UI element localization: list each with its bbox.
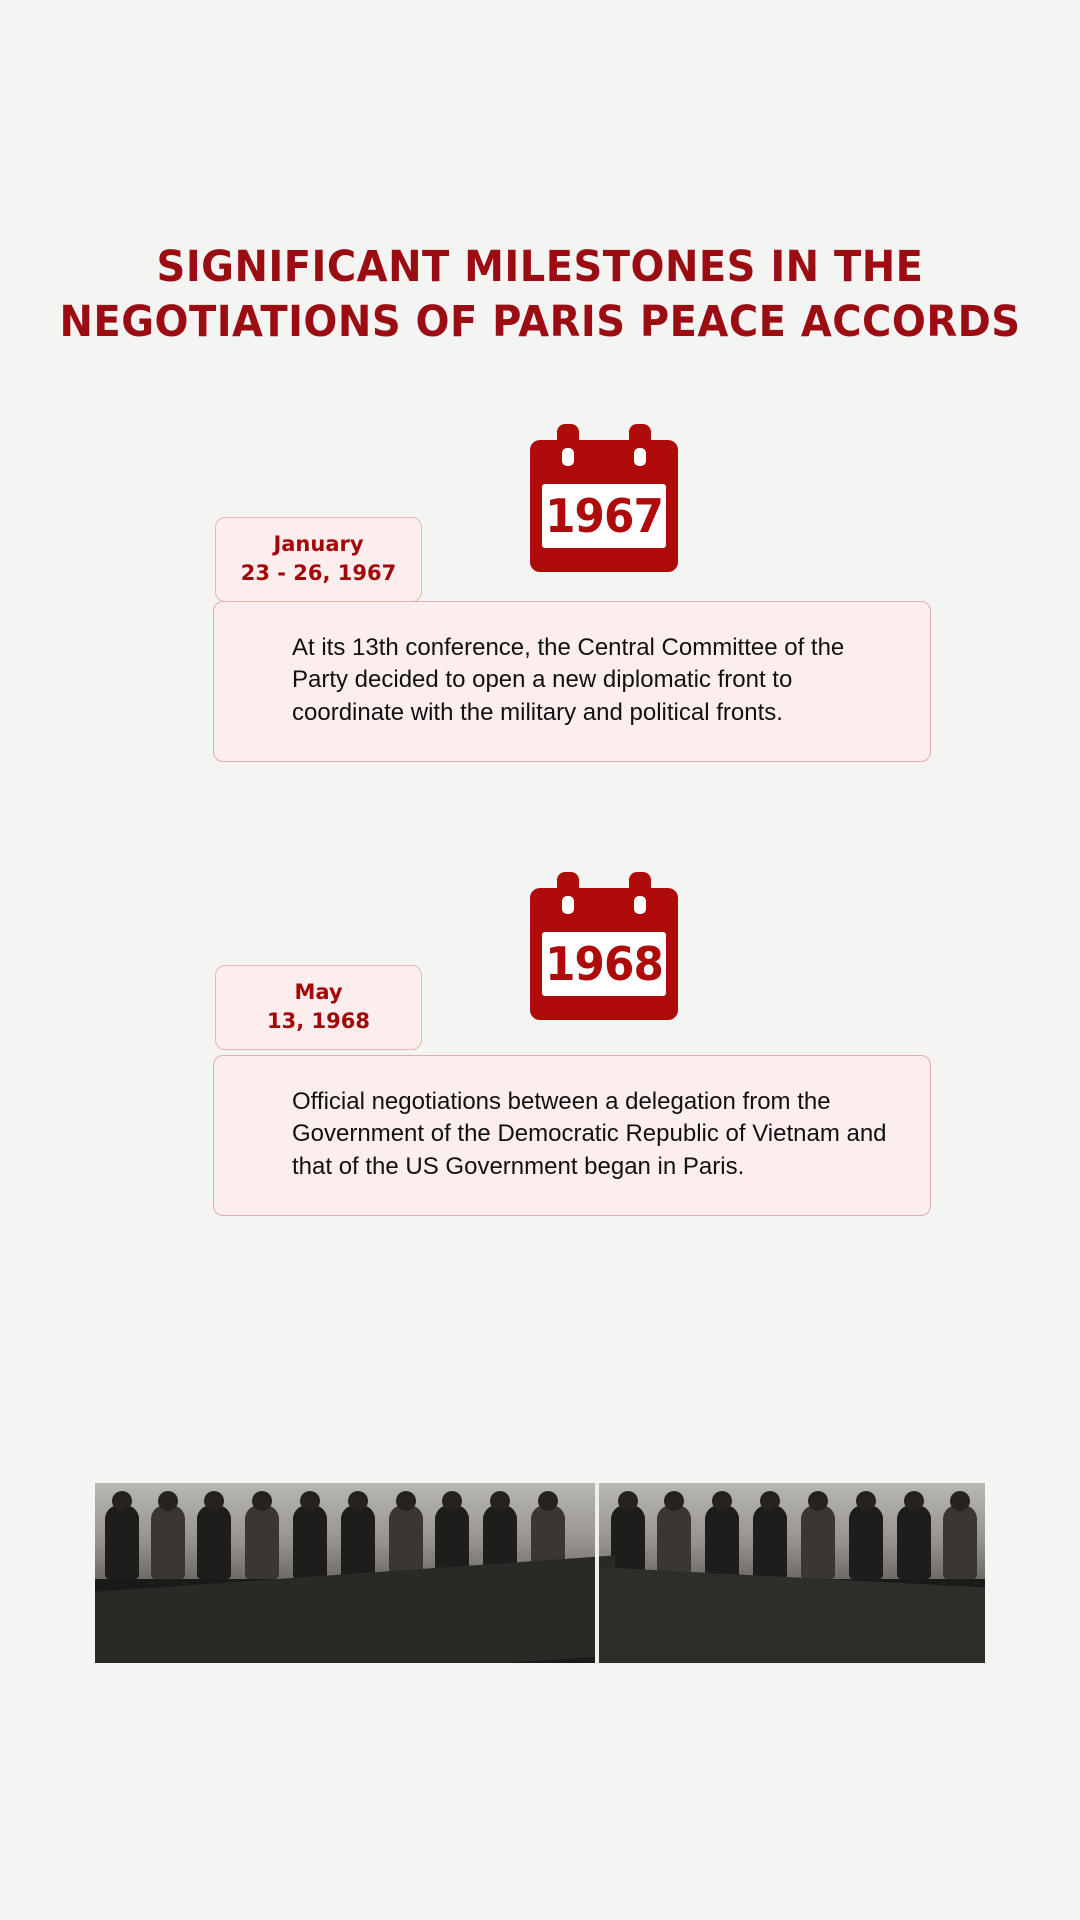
page-title-line-1: SIGNIFICANT MILESTONES IN THE — [156, 242, 924, 292]
milestone-text-card — [213, 1055, 931, 1216]
photo-figure — [389, 1505, 423, 1579]
photo-figure — [801, 1505, 835, 1579]
milestone-date-line-1: January — [273, 532, 364, 556]
milestone-date-line-2: 23 - 26, 1967 — [240, 560, 397, 585]
calendar-body — [530, 440, 678, 572]
calendar-body — [530, 888, 678, 1020]
calendar-hole-left — [562, 896, 574, 914]
calendar-year-label: 1968 — [545, 937, 663, 991]
photo-figure — [341, 1505, 375, 1579]
calendar-icon — [530, 424, 678, 572]
milestone-body-text: Official negotiations between a delegation from the Government of the Democratic Republic of Vietnam and that of the US Government began in Paris. — [292, 1088, 887, 1180]
calendar-year-plate — [542, 932, 666, 996]
photo-table-right — [595, 1567, 985, 1663]
photo-figure — [657, 1505, 691, 1579]
photo-figure — [705, 1505, 739, 1579]
page-title-line-2: NEGOTIATIONS OF PARIS PEACE ACCORDS — [59, 297, 1021, 348]
photo-figure — [245, 1505, 279, 1579]
milestone-body-text: At its 13th conference, the Central Committee of the Party decided to open a new diplomatic front to coordinate with the military and political fronts. — [292, 634, 845, 726]
paris-peace-talks-photo — [95, 1483, 985, 1663]
milestone-date-label — [215, 517, 422, 602]
photo-figure — [197, 1505, 231, 1579]
photo-figure — [753, 1505, 787, 1579]
milestone-date-label — [215, 965, 422, 1050]
page-title — [0, 240, 1080, 350]
photo-figure — [293, 1505, 327, 1579]
milestone-text-card — [213, 601, 931, 762]
photo-figure — [897, 1505, 931, 1579]
calendar-hole-left — [562, 448, 574, 466]
photo-figure — [943, 1505, 977, 1579]
milestone-date-line-1: May — [294, 980, 343, 1004]
calendar-year-label: 1967 — [545, 489, 663, 543]
photo-figure — [105, 1505, 139, 1579]
calendar-hole-right — [634, 896, 646, 914]
calendar-icon — [530, 872, 678, 1020]
photo-figure — [151, 1505, 185, 1579]
photo-seam-divider — [595, 1483, 599, 1663]
calendar-hole-right — [634, 448, 646, 466]
photo-figure — [849, 1505, 883, 1579]
calendar-year-plate — [542, 484, 666, 548]
milestone-date-line-2: 13, 1968 — [267, 1008, 370, 1033]
